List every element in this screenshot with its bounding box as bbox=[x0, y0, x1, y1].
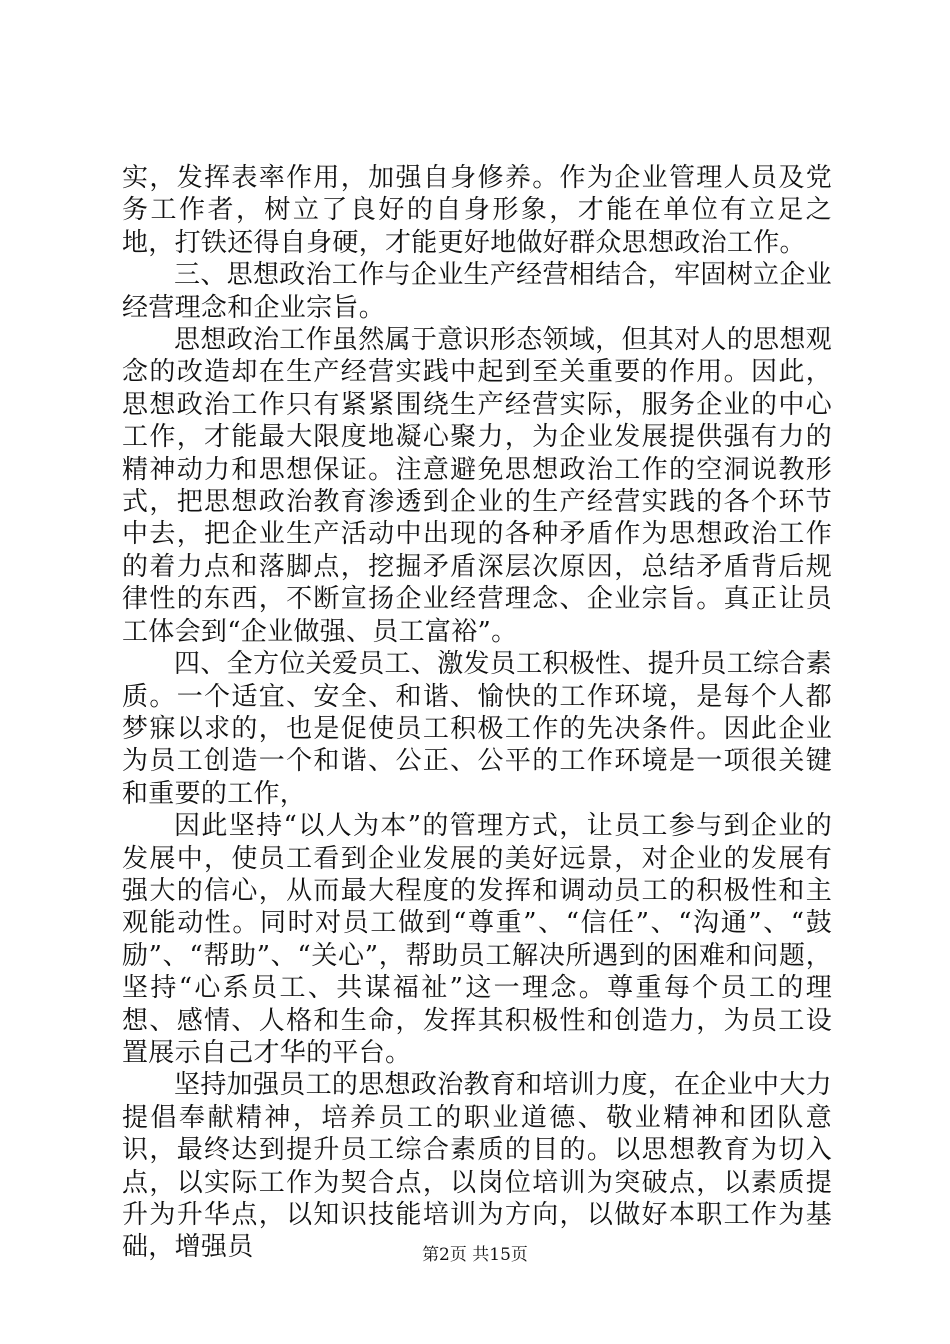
paragraph-2: 三、思想政治工作与企业生产经营相结合，牢固树立企业经营理念和企业宗旨。 bbox=[122, 260, 832, 323]
paragraph-6: 坚持加强员工的思想政治教育和培训力度，在企业中大力提倡奉献精神，培养员工的职业道德、敬业精神和团队意识，最终达到提升员工综合素质的目的。以思想教育为切入点，以实际工作为契合点，以岗位培训为突破点，以素质提升为升华点，以知识技能培训为方向，以做好本职工作为基础，增强员 bbox=[122, 1070, 832, 1263]
paragraph-3: 思想政治工作虽然属于意识形态领域，但其对人的思想观念的改造却在生产经营实践中起到至关重要的作用。因此，思想政治工作只有紧紧围绕生产经营实际，服务企业的中心工作，才能最大限度地凝心聚力，为企业发展提供强有力的精神动力和思想保证。注意避免思想政治工作的空洞说教形式，把思想政治教育渗透到企业的生产经营实践的各个环节中去，把企业生产活动中出现的各种矛盾作为思想政治工作的着力点和落脚点，挖掘矛盾深层次原因，总结矛盾背后规律性的东西，不断宣扬企业经营理念、企业宗旨。真正让员工体会到“企业做强、员工富裕”。 bbox=[122, 325, 832, 647]
paragraph-4: 四、全方位关爱员工、激发员工积极性、提升员工综合素质。一个适宜、安全、和谐、愉快的工作环境，是每个人都梦寐以求的，也是促使员工积极工作的先决条件。因此企业为员工创造一个和谐、公正、公平的工作环境是一项很关键和重要的工作， bbox=[122, 649, 832, 809]
page-footer bbox=[0, 1244, 950, 1266]
page-number-label: 第2页 共15页 bbox=[422, 1245, 528, 1265]
document-body bbox=[122, 162, 832, 1264]
paragraph-5: 因此坚持“以人为本”的管理方式，让员工参与到企业的发展中，使员工看到企业发展的美好远景，对企业的发展有强大的信心，从而最大程度的发挥和调动员工的积极性和主观能动性。同时对员工做到“尊重”、“信任”、“沟通”、“鼓励”、“帮助”、“关心”，帮助员工解决所遇到的困难和问题，坚持“心系员工、共谋福祉”这一理念。尊重每个员工的理想、感情、人格和生命，发挥其积极性和创造力，为员工设置展示自己才华的平台。 bbox=[122, 811, 832, 1068]
paragraph-1: 实，发挥表率作用，加强自身修养。作为企业管理人员及党务工作者，树立了良好的自身形象，才能在单位有立足之地，打铁还得自身硬，才能更好地做好群众思想政治工作。 bbox=[122, 163, 832, 258]
